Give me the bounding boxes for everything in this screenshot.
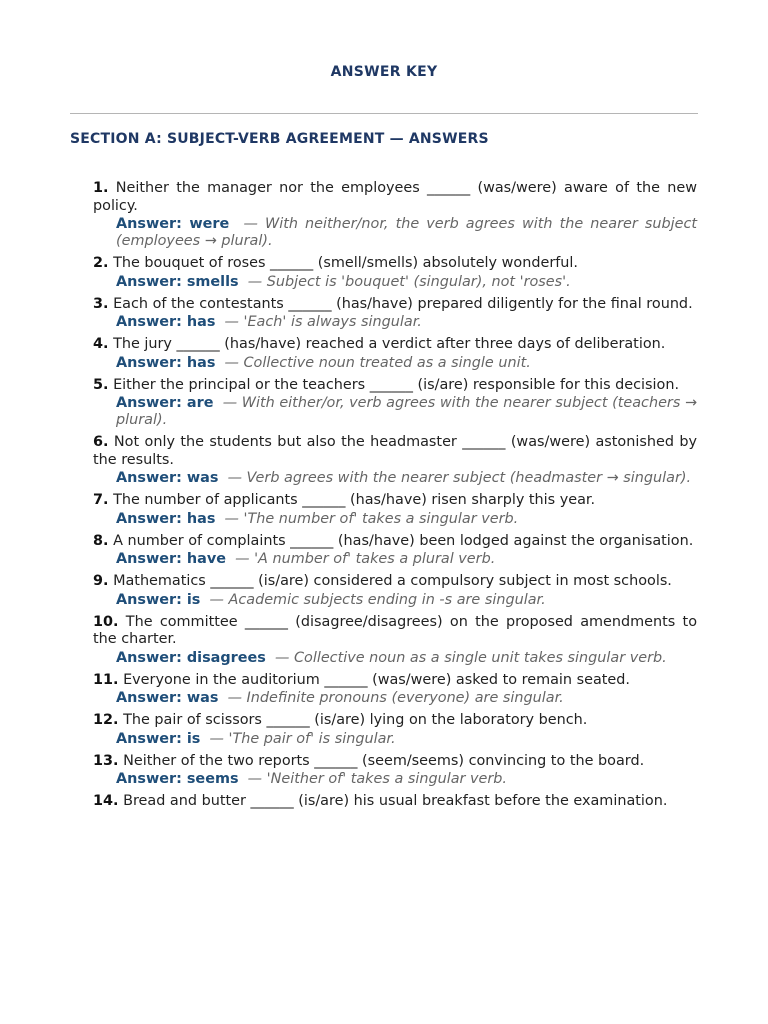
answer-line [116,470,697,487]
question-number: 14. [93,793,119,809]
question-text [93,672,697,690]
answer-line [116,355,697,372]
answer-explanation: — Academic subjects ending in -s are singular. [209,591,546,608]
answer-line [116,650,697,667]
question-text [93,296,697,314]
question-body: The number of applicants ______ (has/have) risen sharply this year. [113,492,596,508]
list-item [93,793,697,811]
list-item [93,434,697,487]
answer-label: Answer: are [116,395,214,411]
question-text [93,434,697,469]
question-number: 7. [93,492,109,508]
list-item [93,712,697,748]
question-number: 5. [93,376,109,393]
answer-line [116,395,697,429]
list-item [93,296,697,332]
answer-label: Answer: is [116,591,201,608]
answer-line [116,511,697,528]
answer-label: Answer: has [116,510,216,527]
question-text [93,573,697,591]
question-body: A number of complaints ______ (has/have) been lodged against the organisation. [113,532,694,549]
answer-explanation: — Verb agrees with the nearer subject (headmaster → singular). [227,470,692,486]
answer-explanation: — Indefinite pronouns (everyone) are singular. [227,690,564,706]
answer-label: Answer: seems [116,771,239,787]
question-number: 12. [93,712,119,728]
question-body: The bouquet of roses ______ (smell/smells) absolutely wonderful. [113,255,579,271]
question-body: Bread and butter ______ (is/are) his usual breakfast before the examination. [123,793,668,809]
question-body: Everyone in the auditorium ______ (was/were) asked to remain seated. [123,671,630,688]
question-body: The jury ______ (has/have) reached a verdict after three days of deliberation. [113,336,666,352]
question-number: 2. [93,255,109,271]
answer-explanation: — Collective noun treated as a single unit. [224,354,531,371]
question-number: 4. [93,336,109,352]
question-text [93,614,697,649]
question-text [93,377,697,395]
answer-line [116,274,697,291]
answer-line [116,216,697,250]
question-number: 13. [93,752,119,769]
question-body: Neither the manager nor the employees ______ (was/were) aware of the new policy. [93,180,698,214]
answer-explanation: — 'Each' is always singular. [224,314,422,330]
question-number: 9. [93,573,109,589]
list-item [93,377,697,430]
answer-line [116,731,697,748]
question-text [93,793,697,811]
question-text [93,712,697,730]
answer-label: Answer: has [116,354,216,371]
answer-explanation: — 'The number of' takes a singular verb. [224,510,519,527]
question-text [93,336,697,354]
answer-label: Answer: was [116,470,219,486]
question-number: 10. [93,613,119,630]
answer-explanation: — 'Neither of' takes a singular verb. [247,771,508,787]
question-number: 3. [93,295,109,312]
list-item [93,180,697,250]
list-item [93,336,697,372]
list-item [93,533,697,569]
question-number: 1. [93,180,109,196]
answer-line [116,592,697,609]
answer-line [116,690,697,707]
answer-explanation: — With neither/nor, the verb agrees with the nearer subject (employees → plural). [116,216,697,249]
question-text [93,180,697,215]
answer-label: Answer: were [116,216,230,232]
answer-line [116,314,697,331]
answer-label: Answer: smells [116,273,239,290]
question-body: Mathematics ______ (is/are) considered a compulsory subject in most schools. [113,573,672,589]
question-body: Not only the students but also the headmaster ______ (was/were) astonished by the results. [93,434,698,468]
question-number: 8. [93,532,109,549]
answer-label: Answer: was [116,690,219,706]
list-item [93,753,697,789]
question-body: Each of the contestants ______ (has/have) prepared diligently for the final round. [113,295,693,312]
list-item [93,255,697,291]
question-text [93,492,697,510]
document-title: ANSWER KEY [330,64,438,80]
question-body: Either the principal or the teachers ______ (is/are) responsible for this decision. [113,376,680,393]
answer-line [116,551,697,568]
answer-label: Answer: have [116,551,226,567]
question-text [93,533,697,551]
question-text [93,753,697,771]
answer-label: Answer: disagrees [116,649,266,666]
answer-explanation: — With either/or, verb agrees with the nearer subject (teachers → plural). [116,395,698,428]
answer-explanation: — Subject is 'bouquet' (singular), not 'roses'. [247,273,571,290]
section-heading: SECTION A: SUBJECT-VERB AGREEMENT — ANSWERS [70,131,489,147]
question-body: The committee ______ (disagree/disagrees) on the proposed amendments to the charter. [93,613,697,647]
list-item [93,492,697,528]
answer-label: Answer: has [116,314,216,330]
answer-explanation: — 'The pair of' is singular. [209,730,396,747]
list-item [93,573,697,609]
list-item [93,672,697,708]
question-number: 6. [93,434,109,450]
answer-explanation: — Collective noun as a single unit takes singular verb. [275,649,667,666]
horizontal-divider [70,113,698,114]
question-body: The pair of scissors ______ (is/are) lying on the laboratory bench. [123,712,588,728]
answer-line [116,771,697,788]
list-item [93,614,697,667]
question-body: Neither of the two reports ______ (seem/seems) convincing to the board. [123,752,645,769]
answer-list [93,180,697,816]
answer-explanation: — 'A number of' takes a plural verb. [235,551,496,567]
question-number: 11. [93,671,119,688]
question-text [93,255,697,273]
answer-label: Answer: is [116,730,201,747]
